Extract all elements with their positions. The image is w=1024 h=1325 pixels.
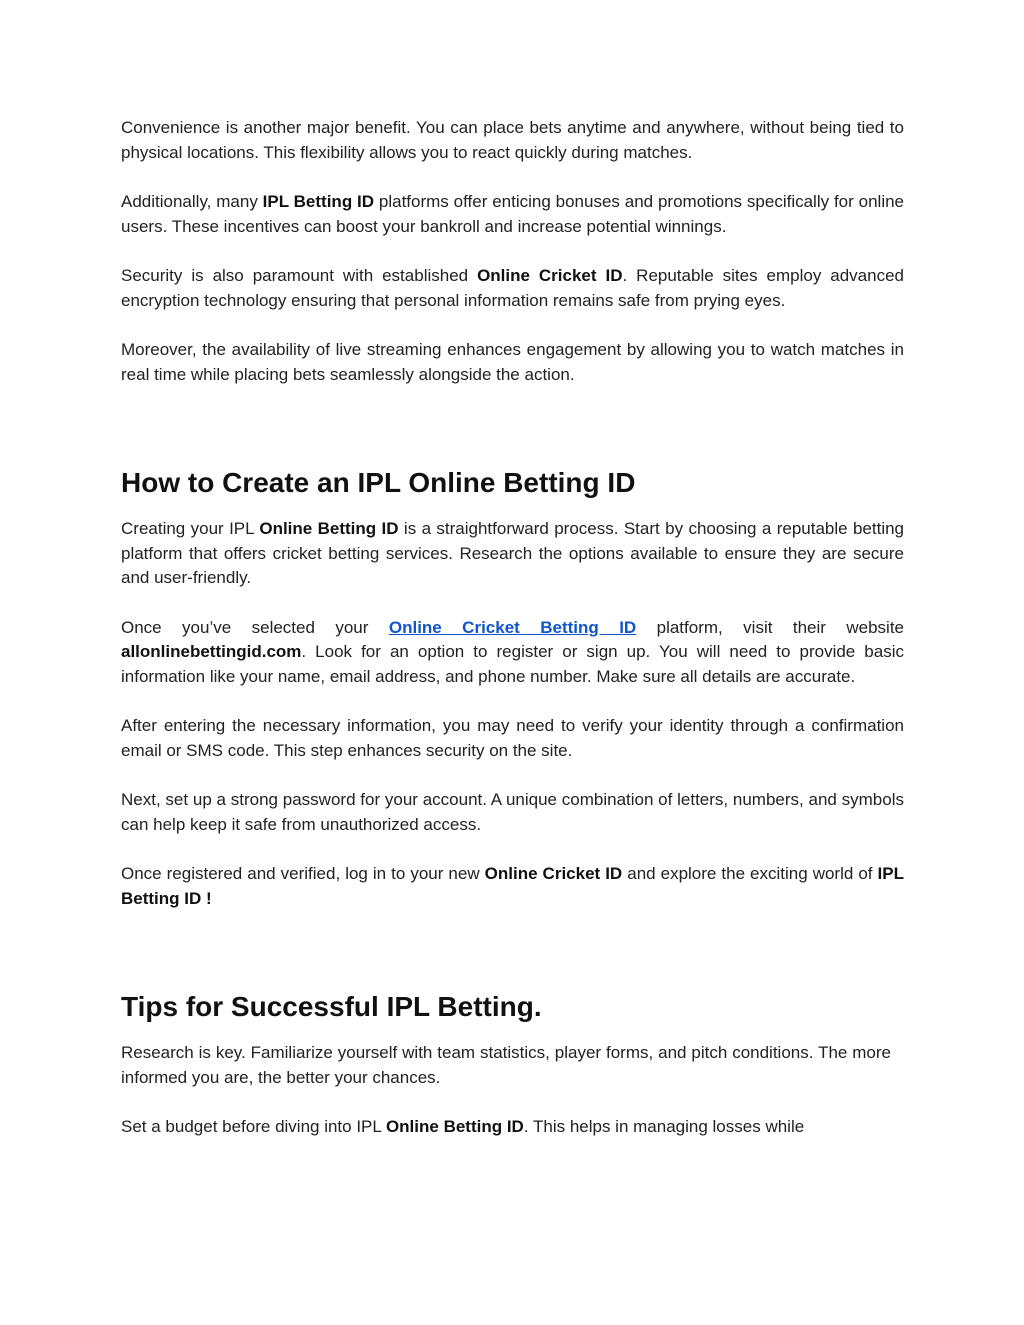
paragraph-selected-platform [121,616,904,690]
text: is a straightforward process. Start by choosing a reputable betting platform that offers cricket betting services. Research the options available to ensure they are secure and user-friendly. [121,519,905,587]
keyword-ipl-betting-id: IPL Betting ID ! [121,864,904,908]
paragraph-bonuses [121,190,904,239]
keyword-ipl-betting-id: IPL Betting ID [262,192,375,211]
online-cricket-betting-id-link[interactable]: Online Cricket Betting ID [388,617,637,637]
paragraph-budget [121,1115,891,1140]
text: . Look for an option to register or sign up. You will need to provide basic information like your name, email address, and phone number. Make sure all details are accurate. [121,642,904,686]
heading-tips: Tips for Successful IPL Betting. [121,991,542,1022]
paragraph-live-streaming: Moreover, the availability of live streaming enhances engagement by allowing you to watch matches in real time while placing bets seamlessly alongside the action. [121,340,904,384]
keyword-online-cricket-id: Online Cricket ID [484,864,623,883]
text: Once you’ve selected your [121,617,389,637]
paragraph-password: Next, set up a strong password for your account. A unique combination of letters, numbers, and symbols can help keep it safe from unauthorized access. [121,790,904,834]
text: Once registered and verified, log in to your new [121,864,485,883]
text: platform, visit their website [636,617,905,637]
keyword-online-cricket-id: Online Cricket ID [477,266,623,285]
text: . This helps in managing losses while [523,1117,805,1136]
document-page [121,116,904,1140]
paragraph-security [121,264,904,313]
paragraph-creating [121,517,904,591]
text: and explore the exciting world of [622,864,878,883]
keyword-online-betting-id: Online Betting ID [259,519,399,538]
text: Set a budget before diving into IPL [121,1117,386,1136]
paragraph-convenience: Convenience is another major benefit. You can place bets anytime and anywhere, without being tied to physical locations. This flexibility allows you to react quickly during matches. [121,118,904,162]
paragraph-verify: After entering the necessary information, you may need to verify your identity through a confirmation email or SMS code. This step enhances security on the site. [121,716,904,760]
paragraph-registered [121,862,904,911]
text: platforms offer enticing bonuses and promotions specifically for online users. These incentives can boost your bankroll and increase potential winnings. [121,192,904,236]
text: Additionally, many [121,192,263,211]
paragraph-research: Research is key. Familiarize yourself with team statistics, player forms, and pitch conditions. The more informed you are, the better your chances. [121,1043,891,1087]
text: Security is also paramount with established [121,266,478,285]
heading-create-id: How to Create an IPL Online Betting ID [121,467,636,498]
keyword-online-betting-id: Online Betting ID [385,1117,524,1136]
website-name: allonlinebettingid.com [121,642,302,661]
text: Creating your IPL [121,519,260,538]
text: . Reputable sites employ advanced encryption technology ensuring that personal information remains safe from prying eyes. [121,266,904,310]
